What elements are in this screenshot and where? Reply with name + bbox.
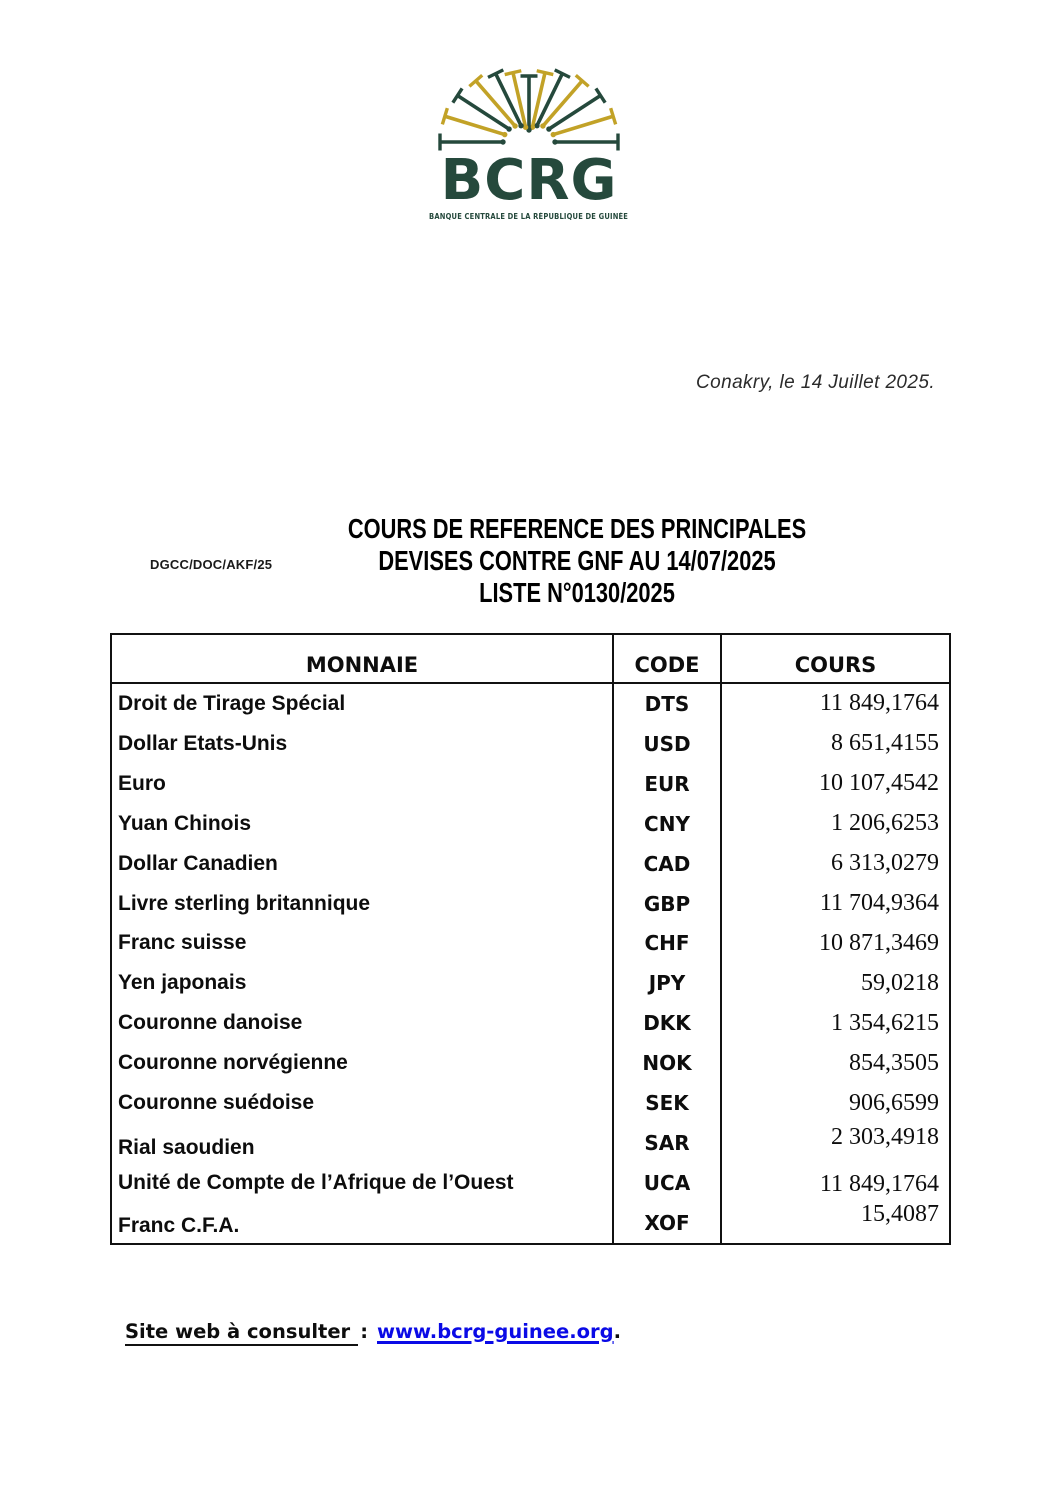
table-row [112,1123,949,1163]
currency-code: JPY [612,963,722,1003]
currency-code: SAR [612,1123,722,1163]
currency-code: EUR [612,764,722,804]
column-header-monnaie: MONNAIE [305,653,419,677]
exchange-rates-table [110,633,951,1245]
currency-rate: 8 651,4155 [831,730,939,757]
currency-name: Unité de Compte de l’Afrique de l’Ouest [118,1171,514,1195]
table-row [112,844,949,884]
currency-code: CHF [612,924,722,964]
document-title [348,513,806,609]
table-row [112,1163,949,1203]
table-row [112,804,949,844]
logo-acronym: BCRG [440,148,618,213]
currency-rate: 10 107,4542 [819,770,939,797]
currency-rate: 1 354,6215 [831,1009,939,1036]
footer-period: . [613,1320,622,1343]
currency-code: DKK [612,1003,722,1043]
title-line-3: LISTE N°0130/2025 [479,577,675,608]
currency-rate: 11 849,1764 [819,1170,939,1197]
currency-name: Yuan Chinois [118,811,252,835]
table-row [112,1083,949,1123]
currency-name: Yen japonais [118,971,247,995]
table-header-row [112,635,949,684]
currency-rate: 59,0218 [861,969,939,996]
website-link[interactable]: www.bcrg-guinee.org [377,1320,614,1343]
column-header-cours: COURS [794,653,877,677]
currency-rate: 11 849,1764 [819,690,939,717]
table-row [112,1203,949,1243]
table-row [112,1043,949,1083]
table-row [112,724,949,764]
table-row [112,963,949,1003]
currency-code: NOK [612,1043,722,1083]
reference-number: DGCC/DOC/AKF/25 [150,557,273,572]
currency-rate: 2 303,4918 [831,1123,939,1150]
currency-rate: 854,3505 [849,1049,939,1076]
currency-rate: 1 206,6253 [831,810,939,837]
bcrg-logo [0,64,1058,221]
currency-name: Droit de Tirage Spécial [118,691,346,715]
currency-name: Couronne norvégienne [118,1051,348,1075]
currency-name: Dollar Etats-Unis [118,731,288,755]
footer-label: Site web à consulter [125,1320,358,1346]
table-row [112,1003,949,1043]
currency-rate: 906,6599 [849,1089,939,1116]
column-header-code: CODE [612,635,722,682]
currency-rate: 10 871,3469 [819,929,939,956]
table-row [112,924,949,964]
currency-rate: 11 704,9364 [819,890,939,917]
title-line-2: DEVISES CONTRE GNF AU 14/07/2025 [378,545,776,576]
currency-name: Livre sterling britannique [118,891,371,915]
currency-name: Couronne suédoise [118,1091,315,1115]
table-row [112,884,949,924]
bcrg-logo-fan-icon [429,64,629,160]
currency-code: USD [612,724,722,764]
footer-separator: : [360,1320,368,1343]
currency-code: DTS [612,684,722,724]
table-body [112,684,949,1243]
currency-name: Franc suisse [118,931,247,955]
footer-website-line [125,1320,621,1343]
currency-code: XOF [612,1203,722,1243]
currency-code: CAD [612,844,722,884]
table-row [112,684,949,724]
date-line: Conakry, le 14 Juillet 2025. [696,372,935,393]
table-row [112,764,949,804]
currency-name: Euro [118,771,166,795]
currency-rate: 15,4087 [861,1201,939,1228]
currency-code: SEK [612,1083,722,1123]
logo-subtitle: BANQUE CENTRALE DE LA RÉPUBLIQUE DE GUINÉE [429,212,629,221]
currency-code: UCA [612,1163,722,1203]
currency-name: Rial saoudien [118,1136,255,1160]
currency-name: Couronne danoise [118,1011,303,1035]
currency-name: Dollar Canadien [118,851,278,875]
currency-code: CNY [612,804,722,844]
currency-rate: 6 313,0279 [831,850,939,877]
title-line-1: COURS DE REFERENCE DES PRINCIPALES [347,513,807,544]
currency-code: GBP [612,884,722,924]
currency-name: Franc C.F.A. [118,1213,240,1237]
